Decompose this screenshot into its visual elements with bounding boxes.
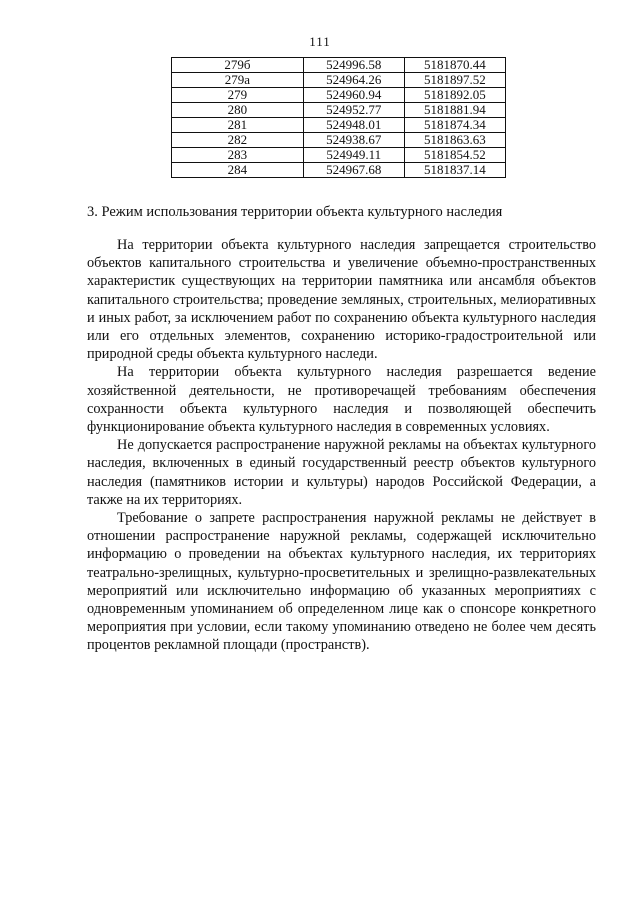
x-coordinate-cell: 524996.58 <box>303 58 404 73</box>
y-coordinate-cell: 5181854.52 <box>404 148 505 163</box>
x-coordinate-cell: 524964.26 <box>303 73 404 88</box>
table-row <box>172 133 506 148</box>
x-coordinate-cell: 524938.67 <box>303 133 404 148</box>
point-number-cell: 281 <box>172 118 304 133</box>
point-number-cell: 283 <box>172 148 304 163</box>
point-number-cell: 280 <box>172 103 304 118</box>
x-coordinate-cell: 524960.94 <box>303 88 404 103</box>
y-coordinate-cell: 5181863.63 <box>404 133 505 148</box>
paragraph-permitted-activity: На территории объекта культурного наследия разрешается ведение хозяйственной деятельности, не противоречащей требованиям обеспечения сохранности объекта культурного наследия и позволяющей обеспечить функционирование объекта культурного наследия в современных условиях. <box>87 364 596 436</box>
paragraph-advertising-ban: Не допускается распространение наружной рекламы на объектах культурного наследия, включенных в единый государственный реестр объектов культурного наследия (памятников истории и культуры) народов Российской Федерации, а также на их территориях. <box>87 437 596 508</box>
point-number-cell: 284 <box>172 163 304 178</box>
x-coordinate-cell: 524948.01 <box>303 118 404 133</box>
section-heading: 3. Режим использования территории объекта культурного наследия <box>87 204 503 220</box>
x-coordinate-cell: 524949.11 <box>303 148 404 163</box>
x-coordinate-cell: 524952.77 <box>303 103 404 118</box>
table-row <box>172 163 506 178</box>
table-row <box>172 118 506 133</box>
point-number-cell: 279а <box>172 73 304 88</box>
y-coordinate-cell: 5181870.44 <box>404 58 505 73</box>
y-coordinate-cell: 5181881.94 <box>404 103 505 118</box>
coordinates-table <box>171 57 506 178</box>
regulation-text <box>87 236 596 655</box>
x-coordinate-cell: 524967.68 <box>303 163 404 178</box>
y-coordinate-cell: 5181892.05 <box>404 88 505 103</box>
y-coordinate-cell: 5181874.34 <box>404 118 505 133</box>
point-number-cell: 279б <box>172 58 304 73</box>
paragraph-advertising-exception: Требование о запрете распространения наружной рекламы не действует в отношении распространение наружной рекламы, содержащей исключительно информацию о проведении на объектах культурного наследия, их территориях театрально-зрелищных, культурно-просветительных и зрелищно-развлекательных мероприятий или исключительно информацию об указанных мероприятиях с одновременным упоминанием об определенном лице как о спонсоре конкретного мероприятия при условии, если такому упоминанию отведено не более чем десять процентов рекламной площади (пространств). <box>87 510 596 654</box>
page-number: 111 <box>309 34 331 49</box>
table-row <box>172 148 506 163</box>
table-row <box>172 88 506 103</box>
table-row <box>172 103 506 118</box>
table-row <box>172 73 506 88</box>
y-coordinate-cell: 5181837.14 <box>404 163 505 178</box>
y-coordinate-cell: 5181897.52 <box>404 73 505 88</box>
point-number-cell: 279 <box>172 88 304 103</box>
point-number-cell: 282 <box>172 133 304 148</box>
table-row <box>172 58 506 73</box>
paragraph-prohibited-works: На территории объекта культурного наследия запрещается строительство объектов капитального строительства и увеличение объемно-пространственных характеристик существующих на территории памятника или ансамбля объектов капитального строительства; проведение земляных, строительных, мелиоративных и иных работ, за исключением работ по сохранению объекта культурного наследия или его отдельных элементов, сохранению историко-градостроительной или природной среды объекта культурного наследи. <box>87 237 596 363</box>
